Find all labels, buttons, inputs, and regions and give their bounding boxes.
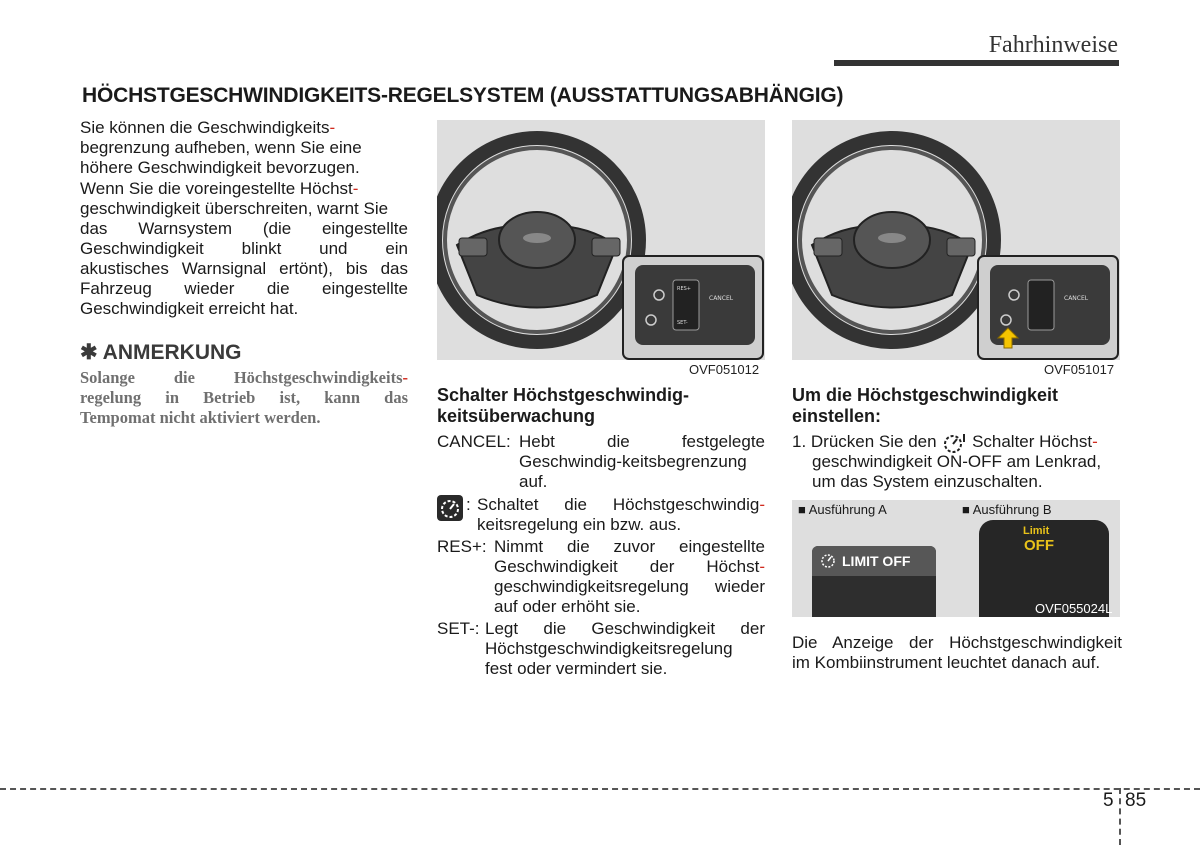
text-line: begrenzung aufheben, wenn Sie eine [80, 138, 362, 157]
limit-text: Limit [1023, 525, 1050, 537]
text-line: Solange die Höchstgeschwindigkeits [80, 368, 403, 387]
speed-limiter-icon [941, 432, 967, 452]
image-code: OVF055024L [1035, 601, 1113, 616]
warning-paragraph [80, 179, 408, 319]
definition-term: SET-: [437, 619, 480, 638]
text-line: auf oder erhöht sie. [494, 597, 641, 616]
text-line: Wenn Sie die voreingestellte Höchst [80, 179, 353, 198]
heading-line: keitsüberwachung [437, 406, 596, 426]
text-line: höhere Geschwindigkeit bevorzugen. [80, 158, 360, 177]
switch-cancel-label: CANCEL [709, 295, 734, 302]
note-heading: ✱ ANMERKUNG [80, 341, 242, 364]
text-line: Sie können die Geschwindigkeits [80, 118, 330, 137]
definition-desc [485, 619, 765, 679]
page-number: 85 [1125, 790, 1147, 811]
text-line: Schalter Höchst [972, 432, 1093, 451]
definition-cancel [437, 432, 765, 492]
set-limit-heading [792, 385, 1058, 427]
image-code: OVF051017 [1044, 362, 1115, 377]
text-line: Schaltet die Höchstgeschwindig [477, 495, 760, 514]
text-line: Nimmt die zuvor eingestellte [494, 537, 765, 556]
definition-limit-switch [437, 495, 765, 535]
text-line: auf. [519, 472, 548, 491]
section-label: Fahrhinweise [988, 32, 1118, 58]
switch-set-label: SET- [677, 320, 688, 326]
heading-line: Um die Höchstgeschwindigkeit [792, 385, 1059, 405]
text-line: Tempomat nicht aktiviert werden. [80, 408, 321, 427]
steering-wheel-illustration [792, 120, 1120, 360]
definition-desc [477, 495, 765, 535]
definition-term: CANCEL: [437, 432, 511, 451]
hyphen-mark: - [1092, 432, 1098, 451]
off-text: OFF [1024, 537, 1054, 554]
intro-paragraph [80, 118, 408, 178]
switch-res-label: RES+ [677, 286, 691, 292]
image-code: OVF051012 [689, 362, 760, 377]
text-line: im Kombiinstrument leuchtet danach auf. [792, 653, 1101, 672]
text-line: fest oder vermindert sie. [485, 659, 668, 678]
page-title: HÖCHSTGESCHWINDIGKEITS-REGELSYSTEM (AUSSTATTUNGSABHÄNGIG) [82, 84, 844, 107]
text-line: Geschwindigkeit blinkt und ein [80, 239, 408, 258]
text-line: geschwindigkeit ON-OFF am Lenkrad, [812, 452, 1102, 471]
text-line: regelung in Betrieb ist, kann das [80, 388, 408, 407]
text-line: akustisches Warnsignal ertönt), bis das [80, 259, 408, 278]
text-line: Die Anzeige der Höchstgeschwindigkeit [792, 633, 1122, 652]
text-line: Legt die Geschwindigkeit der [485, 619, 765, 638]
note-body [80, 368, 408, 428]
text-line: Geschwindigkeit der Höchst [494, 557, 760, 576]
hyphen-mark: - [402, 368, 408, 387]
steering-wheel-image [437, 120, 765, 360]
step-1 [792, 432, 1120, 492]
definition-term: : [466, 495, 471, 514]
variant-b-label: ■ Ausführung B [962, 502, 1052, 517]
text-line: Geschwindig-keitsbegrenzung [519, 452, 747, 471]
result-paragraph [792, 633, 1122, 673]
hyphen-mark: - [759, 557, 765, 576]
footer-rule [0, 788, 1200, 790]
steering-wheel-arrow-image [792, 120, 1120, 360]
text-line: Höchstgeschwindigkeitsregelung [485, 639, 733, 658]
text-line: Fahrzeug wieder die eingestellte [80, 279, 408, 298]
definition-res [437, 537, 765, 617]
text-line: geschwindigkeitsregelung wieder [494, 577, 765, 596]
speed-limiter-icon [818, 550, 838, 570]
hyphen-mark: - [352, 179, 359, 198]
heading-line: einstellen: [792, 406, 882, 426]
text-line: 1. Drücken Sie den [792, 432, 937, 451]
speed-limiter-icon [437, 495, 463, 521]
hyphen-mark: - [759, 495, 765, 514]
definition-set [437, 619, 765, 679]
variant-a-label: ■ Ausführung A [798, 502, 887, 517]
hyphen-mark: - [329, 118, 336, 137]
steering-wheel-illustration [437, 120, 765, 360]
footer-divider [1119, 788, 1121, 845]
text-line: keitsregelung ein bzw. aus. [477, 515, 682, 534]
text-line: Hebt die festgelegte [519, 432, 765, 451]
text-line: geschwindigkeit überschreiten, warnt Sie [80, 199, 389, 218]
limit-off-text: LIMIT OFF [842, 553, 911, 569]
text-line: das Warnsystem (die eingestellte [80, 219, 408, 238]
definition-desc [494, 537, 765, 617]
switch-heading [437, 385, 689, 427]
text-line: Geschwindigkeit erreicht hat. [80, 299, 299, 318]
cluster-display-image [792, 500, 1120, 617]
definition-term: RES+: [437, 537, 487, 556]
heading-line: Schalter Höchstgeschwindig- [437, 385, 690, 405]
switch-cancel-label: CANCEL [1064, 295, 1089, 302]
header-rule [834, 60, 1119, 66]
chapter-number: 5 [1103, 790, 1114, 811]
text-line: um das System einzuschalten. [812, 472, 1043, 491]
display-variant-a [812, 546, 936, 617]
definition-desc [519, 432, 765, 492]
